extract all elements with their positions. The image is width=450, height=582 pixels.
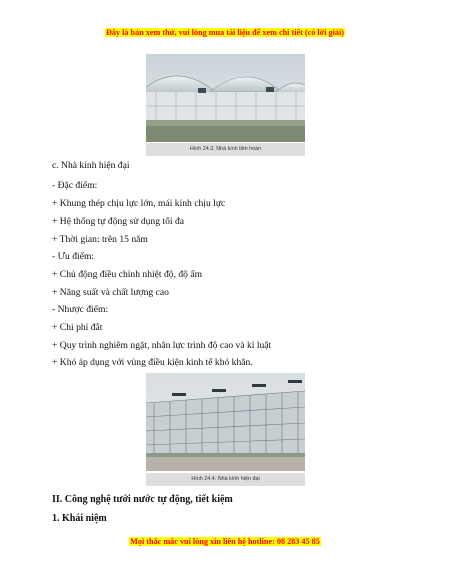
preview-banner: [0, 28, 450, 37]
text-line: c. Nhà kính hiện đại: [52, 160, 130, 171]
text-line: + Quy trình nghiêm ngặt, nhân lực trình độ cao và kỉ luật: [52, 340, 272, 351]
figure1-caption: Hình 24.3. Nhà kính liên hoàn: [146, 143, 305, 156]
text-line: + Chủ động điều chỉnh nhiệt độ, độ ẩm: [52, 269, 203, 280]
greenhouse-arched-photo: [146, 54, 305, 142]
text-line: + Khó áp dụng với vùng điều kiện kinh tế khó khăn.: [52, 357, 253, 368]
figure-greenhouse-modern: [146, 373, 305, 486]
figure2-caption: Hình 24.4. Nhà kính hiện đại: [146, 473, 305, 486]
text-line: + Chi phí đắt: [52, 322, 103, 333]
subheading-concept: 1. Khái niệm: [52, 513, 107, 524]
text-line: - Nhược điểm:: [52, 304, 109, 315]
preview-banner-text: Đây là bản xem thử, vui lòng mua tài liệu để xem chi tiết (có lời giải): [105, 28, 344, 37]
section-heading-irrigation: II. Công nghệ tưới nước tự động, tiết kiệm: [52, 494, 233, 505]
hotline-banner: [0, 537, 450, 546]
text-line: - Đặc điểm:: [52, 180, 98, 191]
text-line: + Khung thép chịu lực lớn, mái kính chịu lực: [52, 198, 226, 209]
text-line: + Hệ thống tự động sử dụng tối đa: [52, 216, 184, 227]
greenhouse-modern-photo: [146, 373, 305, 471]
text-line: - Ưu điểm:: [52, 251, 95, 262]
figure-greenhouse-arched: [146, 54, 305, 156]
text-line: + Thời gian: trên 15 năm: [52, 234, 148, 245]
hotline-banner-text: Mọi thắc mắc vui lòng xin liên hệ hotline: 08 283 45 85: [130, 537, 320, 546]
text-line: + Năng suất và chất lượng cao: [52, 287, 169, 298]
